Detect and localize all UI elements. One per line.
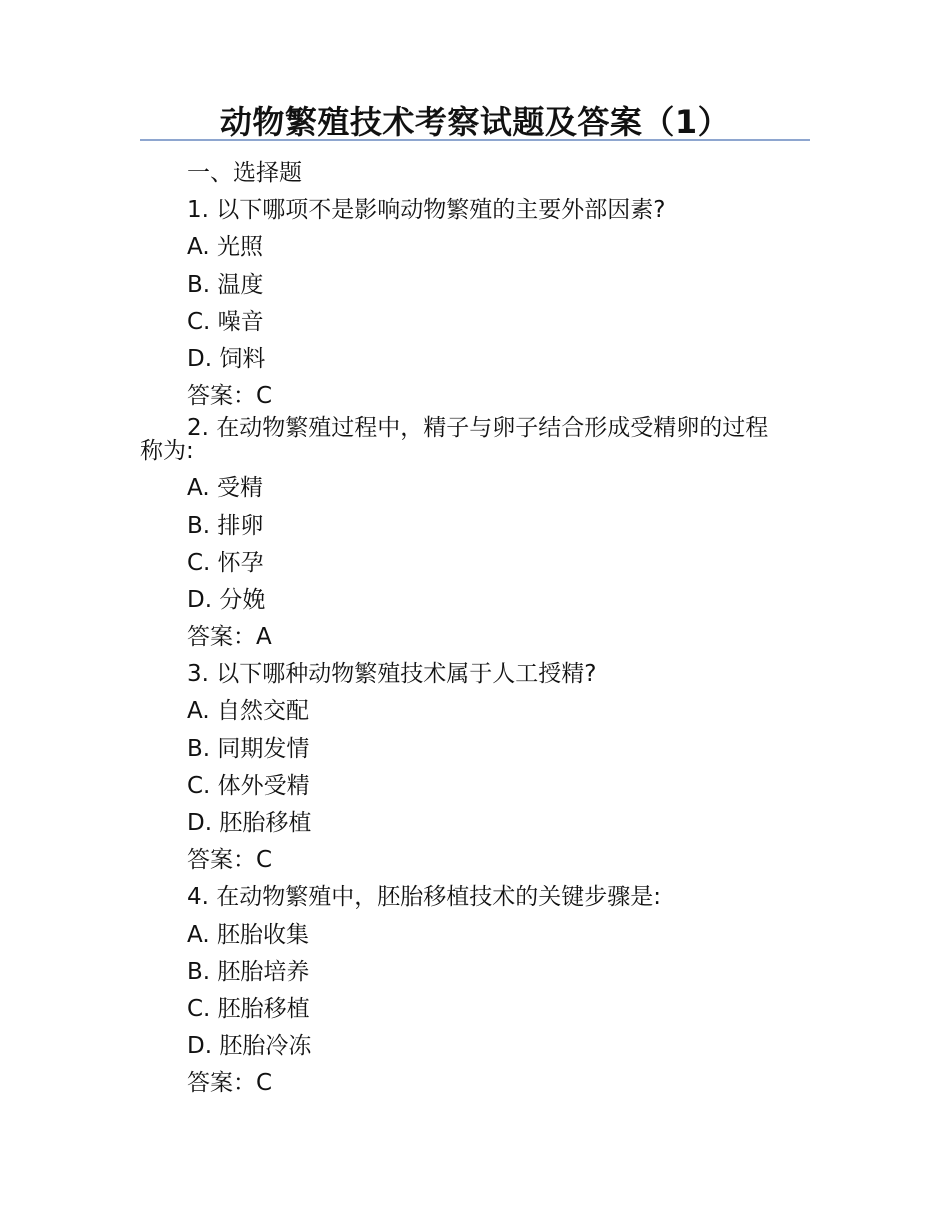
question-2-option-d: D. 分娩	[187, 586, 266, 613]
section-heading: 一、选择题	[187, 160, 302, 186]
question-3: 3. 以下哪种动物繁殖技术属于人工授精?	[187, 661, 597, 688]
question-4-option-d: D. 胚胎冷冻	[187, 1033, 312, 1060]
question-4-option-a: A. 胚胎收集	[187, 921, 309, 948]
question-1-answer: 答案：C	[187, 383, 273, 410]
question-4-option-b: B. 胚胎培养	[187, 958, 310, 985]
question-1-option-c: C. 噪音	[187, 308, 264, 335]
question-2-line-1: 2. 在动物繁殖过程中，精子与卵子结合形成受精卵的过程	[187, 415, 769, 442]
question-3-option-b: B. 同期发情	[187, 735, 310, 762]
question-3-answer: 答案：C	[187, 847, 273, 874]
title-underline	[140, 139, 810, 141]
question-4: 4. 在动物繁殖中，胚胎移植技术的关键步骤是:	[187, 884, 662, 911]
question-1-option-a: A. 光照	[187, 234, 263, 261]
question-3-option-c: C. 体外受精	[187, 772, 310, 799]
document-title: 动物繁殖技术考察试题及答案（1）	[219, 103, 731, 141]
question-2-option-b: B. 排卵	[187, 512, 264, 539]
question-1: 1. 以下哪项不是影响动物繁殖的主要外部因素?	[187, 197, 666, 224]
question-3-option-d: D. 胚胎移植	[187, 810, 312, 836]
question-2	[140, 415, 810, 465]
question-1-option-b: B. 温度	[187, 271, 264, 298]
question-1-option-d: D. 饲料	[187, 345, 266, 372]
question-2-option-c: C. 怀孕	[187, 549, 264, 576]
question-2-option-a: A. 受精	[187, 475, 263, 502]
document-body	[140, 155, 810, 1103]
question-2-line-2: 称为:	[140, 438, 194, 465]
question-4-option-c: C. 胚胎移植	[187, 995, 310, 1022]
question-2-answer: 答案：A	[187, 624, 272, 651]
question-4-answer: 答案：C	[187, 1070, 273, 1097]
question-3-option-a: A. 自然交配	[187, 698, 309, 725]
